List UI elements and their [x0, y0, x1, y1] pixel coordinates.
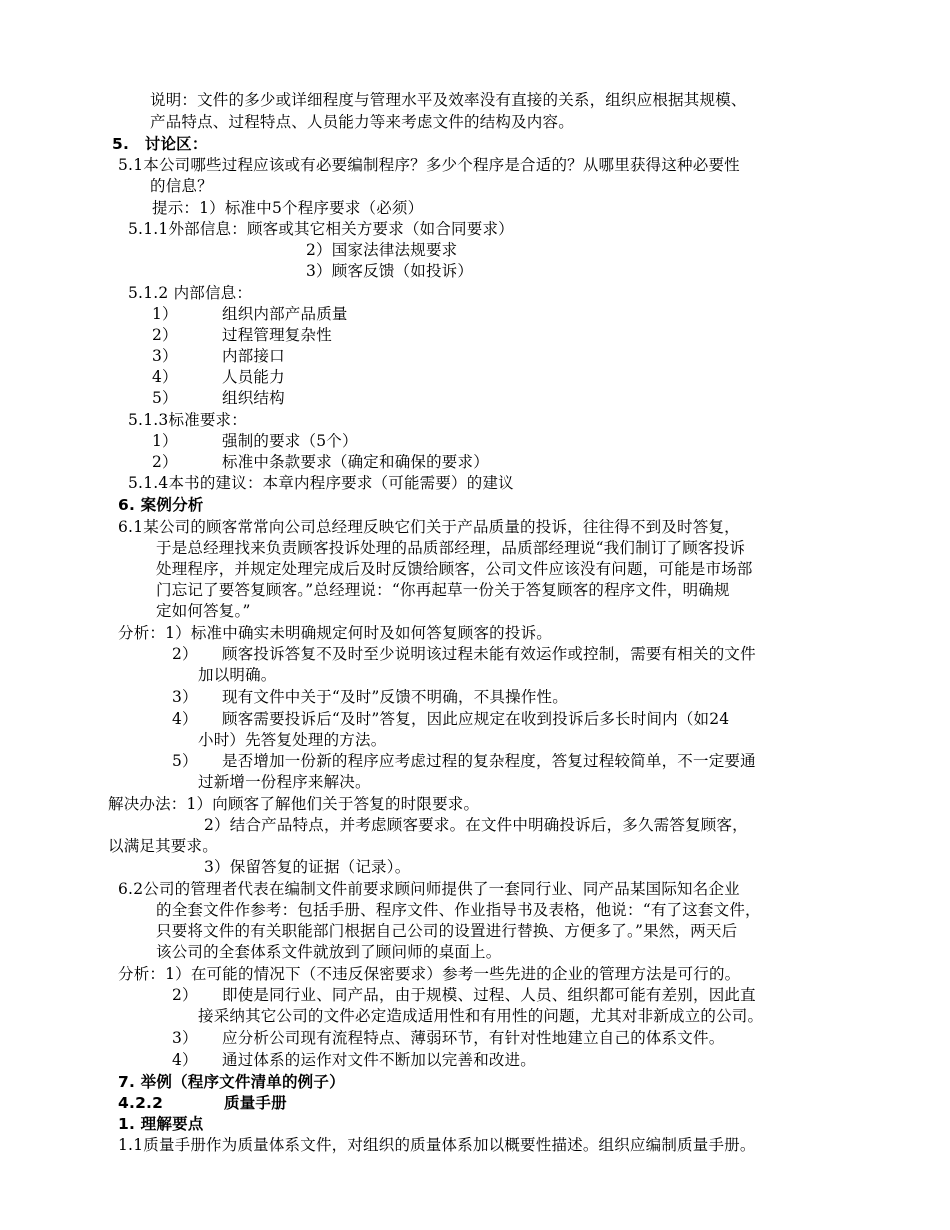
list-item-number: 3） [152, 347, 178, 365]
case-1-line-5: 定如何答复。” [156, 602, 251, 620]
list-item-number: 2） [172, 986, 198, 1004]
solution-line-1: 解决办法：1）向顾客了解他们关于答复的时限要求。 [108, 795, 480, 813]
list-item-text: 标准中条款要求（确定和确保的要求） [222, 453, 489, 471]
list-item-number: 2） [172, 645, 198, 663]
note-line-2: 产品特点、过程特点、人员能力等来考虑文件的结构及内容。 [150, 113, 574, 131]
external-info-item-2: 2）国家法律法规要求 [306, 241, 458, 259]
list-item-number: 2） [152, 453, 178, 471]
list-item-text: 人员能力 [222, 368, 285, 386]
list-item-text: 组织结构 [222, 389, 285, 407]
list-item-text-cont: 加以明确。 [198, 666, 277, 684]
list-item-text-cont: 过新增一份程序来解决。 [198, 773, 371, 791]
case-2-line-3: 只要将文件的有关职能部门根据自己公司的设置进行替换、方便多了。”果然，两天后 [156, 922, 738, 940]
case-2-line-2: 的全套文件作参考：包括手册、程序文件、作业指导书及表格，他说：“有了这套文件， [156, 901, 761, 919]
list-item-text: 强制的要求（5个） [222, 432, 358, 450]
analysis-1-first: 分析：1）标准中确实未明确规定何时及如何答复顾客的投诉。 [118, 624, 552, 642]
book-suggestion-line: 5.1.4本书的建议：本章内程序要求（可能需要）的建议 [128, 474, 514, 492]
solution-line-2: 2）结合产品特点，并考虑顾客要求。在文件中明确投诉后，多久需答复顾客， [204, 816, 748, 834]
list-item-number: 4） [172, 710, 198, 728]
list-item-number: 3） [172, 688, 198, 706]
list-item-text: 现有文件中关于“及时”反馈不明确，不具操作性。 [222, 688, 568, 706]
case-1-line-2: 于是总经理找来负责顾客投诉处理的品质部经理，品质部经理说“我们制订了顾客投诉 [156, 539, 746, 557]
list-item-number: 4） [152, 368, 178, 386]
external-info-item-3: 3）顾客反馈（如投诉） [306, 262, 474, 280]
case-1-line-3: 处理程序，并规定处理完成后及时反馈给顾客，公司文件应该没有问题，可能是市场部 [156, 560, 753, 578]
subsection-number: 4.2.2 [118, 1094, 164, 1112]
list-item-number: 5） [152, 389, 178, 407]
question-5-1-line-2: 的信息？ [150, 177, 213, 195]
question-5-1-line-1: 5.1本公司哪些过程应该或有必要编制程序？多少个程序是合适的？从哪里获得这种必要性 [118, 156, 740, 174]
standard-requirements-title: 5.1.3标准要求： [128, 411, 247, 429]
external-info-title: 5.1.1外部信息：顾客或其它相关方要求（如合同要求） [128, 220, 514, 238]
list-item-text: 通过体系的运作对文件不断加以完善和改进。 [222, 1051, 537, 1069]
section-5-heading: 5. 讨论区： [112, 135, 208, 153]
list-item-text: 顾客需要投诉后“及时”答复，因此应规定在收到投诉后多长时间内（如24 [222, 710, 730, 728]
list-item-text: 顾客投诉答复不及时至少说明该过程未能有效运作或控制，需要有相关的文件 [222, 645, 756, 663]
case-2-line-1: 6.2公司的管理者代表在编制文件前要求顾问师提供了一套同行业、同产品某国际知名企业 [118, 880, 740, 898]
list-item-text: 组织内部产品质量 [222, 305, 348, 323]
list-item-text: 即使是同行业、同产品，由于规模、过程、人员、组织都可能有差别，因此直 [222, 986, 756, 1004]
list-item-text: 内部接口 [222, 347, 285, 365]
list-item-number: 2） [152, 326, 178, 344]
note-line-1: 说明：文件的多少或详细程度与管理水平及效率没有直接的关系，组织应根据其规模、 [150, 91, 747, 109]
case-2-line-4: 该公司的全套体系文件就放到了顾问师的桌面上。 [156, 943, 502, 961]
understanding-line: 1.1质量手册作为质量体系文件，对组织的质量体系加以概要性描述。组织应编制质量手册。 [118, 1136, 756, 1154]
case-1-line-1: 6.1某公司的顾客常常向公司总经理反映它们关于产品质量的投诉，往往得不到及时答复， [118, 518, 740, 536]
list-item-number: 4） [172, 1051, 198, 1069]
case-1-line-4: 门忘记了要答复顾客。”总经理说：“你再起草一份关于答复顾客的程序文件，明确规 [156, 581, 730, 599]
list-item-text-cont: 接采纳其它公司的文件必定造成适用性和有用性的问题，尤其对非新成立的公司。 [198, 1007, 764, 1025]
list-item-number: 5） [172, 752, 198, 770]
list-item-number: 3） [172, 1029, 198, 1047]
list-item-number: 1） [152, 305, 178, 323]
list-item-text: 是否增加一份新的程序应考虑过程的复杂程度，答复过程较简单，不一定要通 [222, 752, 756, 770]
section-6-heading: 6. 案例分析 [118, 496, 204, 514]
solution-line-2-cont: 以满足其要求。 [108, 837, 218, 855]
list-item-text: 过程管理复杂性 [222, 326, 332, 344]
list-item-text: 应分析公司现有流程特点、薄弱环节，有针对性地建立自己的体系文件。 [222, 1029, 725, 1047]
list-item-text-cont: 小时）先答复处理的方法。 [198, 731, 387, 749]
list-item-number: 1） [152, 432, 178, 450]
solution-line-3: 3）保留答复的证据（记录）。 [204, 858, 411, 876]
analysis-2-first: 分析：1）在可能的情况下（不违反保密要求）参考一些先进的企业的管理方法是可行的。 [118, 965, 741, 983]
subsection-title: 质量手册 [224, 1094, 287, 1112]
internal-info-title: 5.1.2 内部信息： [128, 284, 253, 302]
understanding-heading: 1. 理解要点 [118, 1115, 204, 1133]
hint-line: 提示：1）标准中5个程序要求（必须） [152, 199, 424, 217]
section-7-heading: 7. 举例（程序文件清单的例子） [118, 1073, 345, 1091]
